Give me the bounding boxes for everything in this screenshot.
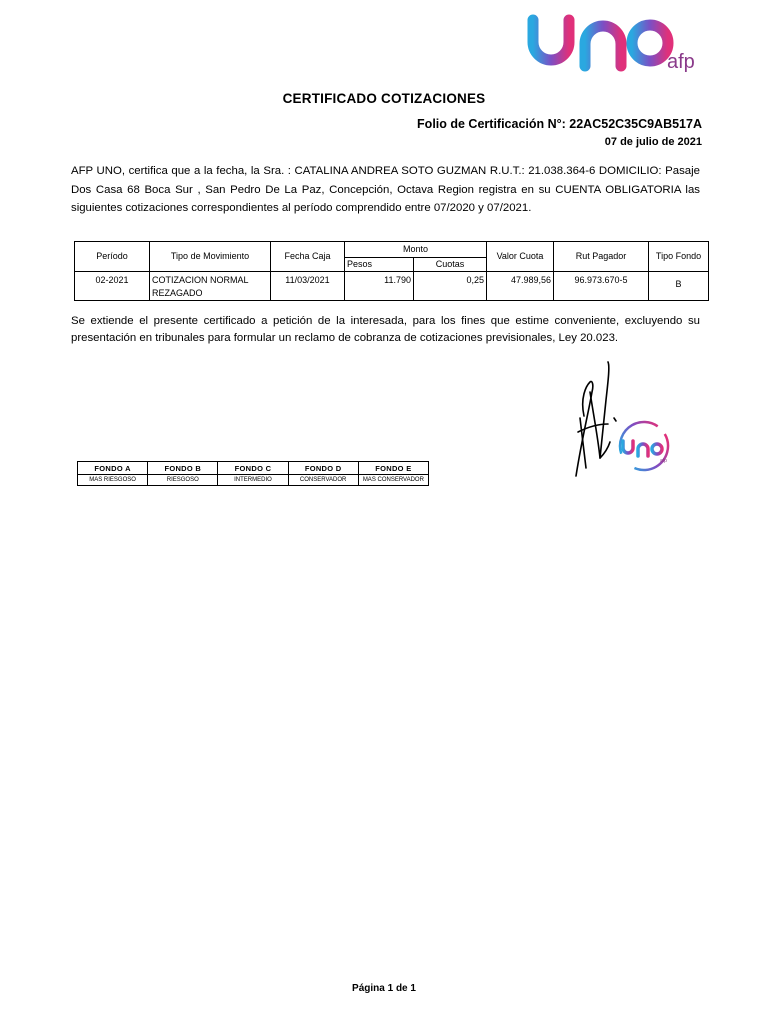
issue-date: 07 de julio de 2021 — [604, 136, 702, 148]
cell-valor-cuota: 47.989,56 — [487, 272, 554, 301]
handwritten-signature — [576, 362, 616, 476]
fondo-a-desc: MAS RIESGOSO — [78, 475, 148, 486]
fondo-e-desc: MAS CONSERVADOR — [358, 475, 428, 486]
fondo-c-label: FONDO C — [218, 462, 288, 475]
fondo-d-label: FONDO D — [288, 462, 358, 475]
signature-stamp — [556, 358, 676, 480]
header-periodo: Período — [75, 242, 150, 272]
fondo-b-label: FONDO B — [148, 462, 218, 475]
afp-logo-text: afp — [667, 51, 695, 73]
header-cuotas: Cuotas — [414, 258, 487, 272]
fondos-legend — [77, 461, 429, 486]
contributions-table — [74, 241, 709, 301]
cell-tipo-movimiento: COTIZACION NORMAL REZAGADO — [150, 272, 271, 301]
page-number: Página 1 de 1 — [352, 983, 416, 994]
header-tipo-fondo: Tipo Fondo — [649, 242, 709, 272]
header-valor-cuota: Valor Cuota — [487, 242, 554, 272]
disclaimer-paragraph: Se extiende el presente certificado a petición de la interesada, para los fines que estime conveniente, excluyendo su presentación en tribunales para formular un reclamo de cobranza de cotizaciones previsionales, Ley 20.023. — [71, 315, 700, 344]
fondo-e-label: FONDO E — [358, 462, 428, 475]
certification-paragraph: AFP UNO, certifica que a la fecha, la Sra. : CATALINA ANDREA SOTO GUZMAN R.U.T.: 21.038.364-6 DOMICILIO: Pasaje Dos Casa 68 Boca Sur , San Pedro De La Paz, Concepción, Octava Region registra en su CUENTA OBLIGATORIA las siguientes cotizaciones correspondientes al período comprendido entre 07/2020 y 07/2021. — [71, 165, 700, 215]
table-row — [75, 272, 709, 301]
cell-cuotas: 0,25 — [414, 272, 487, 301]
header-pesos: Pesos — [345, 258, 414, 272]
fondo-c-desc: INTERMEDIO — [218, 475, 288, 486]
header-fecha-caja: Fecha Caja — [271, 242, 345, 272]
cell-periodo: 02-2021 — [75, 272, 150, 301]
document-title: CERTIFICADO COTIZACIONES — [282, 91, 486, 106]
cell-tipo-fondo: B — [649, 272, 709, 301]
fondo-d-desc: CONSERVADOR — [288, 475, 358, 486]
stamp-logo — [611, 413, 676, 479]
header-tipo-movimiento: Tipo de Movimiento — [150, 242, 271, 272]
folio-number: Folio de Certificación N°: 22AC52C35C9AB517A — [417, 117, 702, 131]
header-monto: Monto — [345, 242, 487, 258]
fondo-b-desc: RIESGOSO — [148, 475, 218, 486]
header-rut-pagador: Rut Pagador — [554, 242, 649, 272]
uno-afp-logo — [525, 12, 705, 74]
fondo-a-label: FONDO A — [78, 462, 148, 475]
cell-rut-pagador: 96.973.670-5 — [554, 272, 649, 301]
cell-fecha-caja: 11/03/2021 — [271, 272, 345, 301]
cell-pesos: 11.790 — [345, 272, 414, 301]
svg-text:afp: afp — [660, 458, 667, 464]
